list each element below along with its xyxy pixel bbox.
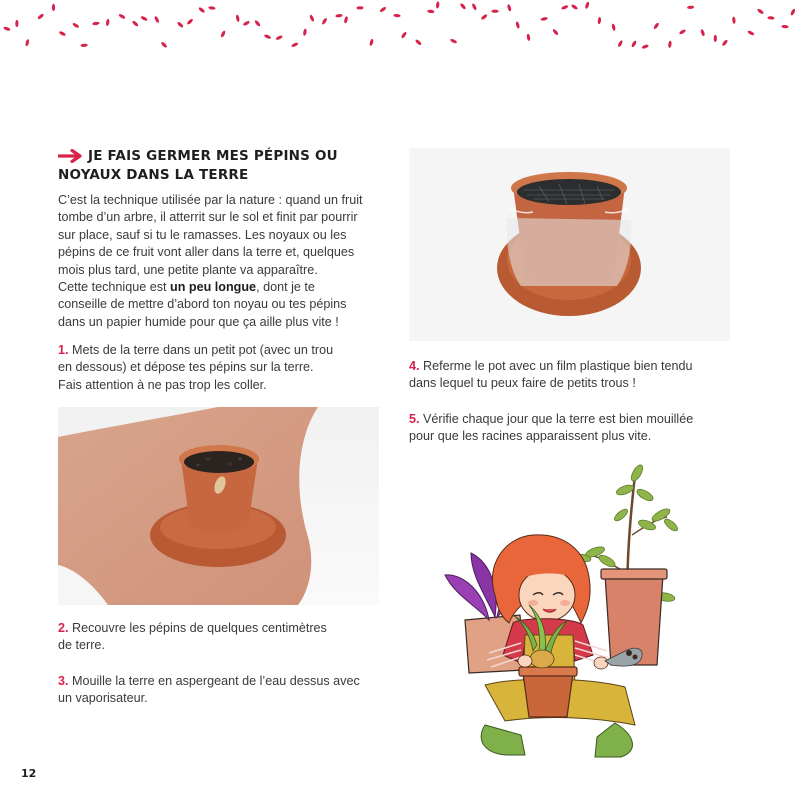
confetti-dot	[106, 19, 110, 27]
confetti-dot	[641, 44, 649, 50]
confetti-dot	[700, 29, 705, 37]
confetti-dot	[552, 28, 559, 35]
step-line	[409, 411, 739, 428]
confetti-dot	[757, 8, 765, 15]
confetti-dot	[585, 1, 590, 9]
confetti-dot	[275, 35, 283, 41]
intro-line: tombe d’un arbre, il atterrit sur le sol et finit par pourrir	[58, 210, 358, 225]
confetti-dot	[291, 42, 299, 48]
confetti-dot	[58, 30, 66, 36]
confetti-border	[0, 0, 800, 60]
intro-line: dans un papier humide pour que ça aille plus vite !	[58, 314, 339, 329]
confetti-dot	[781, 25, 788, 29]
step-3	[58, 673, 388, 708]
step-line: de terre.	[58, 638, 105, 653]
confetti-dot	[611, 23, 616, 31]
intro-line: mois plus tard, une petite plante va apparaître.	[58, 262, 318, 277]
confetti-dot	[309, 14, 315, 22]
intro-line: C’est la technique utilisée par la nature : quand un fruit	[58, 193, 363, 207]
confetti-dot	[679, 29, 687, 35]
confetti-dot	[540, 17, 548, 22]
arrow-right-icon	[58, 149, 84, 163]
step-line: Fais attention à ne pas trop les coller.	[58, 377, 267, 392]
confetti-dot	[767, 16, 774, 20]
confetti-dot	[436, 1, 440, 9]
confetti-dot	[132, 20, 139, 27]
confetti-dot	[790, 8, 796, 16]
confetti-dot	[92, 21, 100, 25]
confetti-dot	[459, 3, 466, 11]
intro-line: pépins de ce fruit vont aller dans la terre et, quelques	[58, 245, 355, 260]
confetti-dot	[198, 6, 206, 13]
confetti-dot	[140, 15, 148, 21]
step-1	[58, 342, 378, 394]
confetti-dot	[118, 13, 126, 19]
confetti-dot	[344, 16, 349, 24]
confetti-dot	[379, 6, 387, 13]
confetti-dot	[714, 35, 717, 42]
gardening-girl-illustration	[425, 455, 695, 775]
confetti-dot	[3, 26, 11, 32]
step-text: Vérifie chaque jour que la terre est bien mouillée	[419, 412, 694, 426]
confetti-dot	[480, 14, 488, 21]
confetti-dot	[321, 17, 328, 25]
confetti-dot	[160, 41, 167, 48]
confetti-dot	[687, 5, 694, 9]
step-number: 2.	[58, 621, 69, 635]
confetti-dot	[653, 22, 660, 30]
confetti-dot	[80, 43, 87, 47]
confetti-dot	[721, 39, 728, 47]
confetti-dot	[507, 4, 512, 12]
confetti-dot	[561, 5, 569, 11]
photo-pot-with-seed	[58, 407, 379, 605]
confetti-dot	[597, 17, 601, 25]
confetti-dot	[208, 6, 216, 10]
step-line: pour que les racines apparaissent plus vite.	[409, 429, 652, 444]
page-number: 12	[21, 767, 37, 780]
step-line: un vaporisateur.	[58, 691, 148, 706]
step-line: dans lequel tu peux faire de petits trous !	[409, 376, 636, 391]
step-line	[58, 673, 388, 690]
confetti-dot	[220, 30, 226, 38]
step-5	[409, 411, 739, 446]
intro-line: conseille de mettre d’abord ton noyau ou tes pépins	[58, 297, 347, 312]
confetti-dot	[515, 21, 520, 29]
intro-line: sur place, sauf si tu le ramasses. Les noyaux ou les	[58, 227, 347, 242]
confetti-dot	[72, 22, 80, 29]
confetti-dot	[154, 16, 160, 24]
confetti-dot	[491, 10, 498, 13]
step-line	[58, 620, 378, 637]
step-2	[58, 620, 378, 655]
confetti-dot	[15, 20, 18, 27]
confetti-dot	[415, 39, 423, 46]
intro-text: Cette technique est	[58, 280, 171, 295]
section-heading	[58, 147, 388, 185]
confetti-dot	[427, 9, 435, 13]
step-number: 5.	[409, 412, 420, 426]
confetti-dot	[242, 20, 250, 26]
intro-line	[58, 279, 388, 296]
intro-emphasis: un peu longue	[170, 280, 257, 295]
step-line: en dessous) et dépose tes pépins sur la terre.	[58, 360, 314, 375]
step-text: Recouvre les pépins de quelques centimètres	[68, 621, 327, 635]
confetti-dot	[186, 18, 193, 25]
step-line	[58, 342, 378, 359]
confetti-dot	[356, 6, 363, 9]
step-number: 3.	[58, 674, 69, 688]
intro-paragraph	[58, 192, 388, 331]
confetti-dot	[526, 33, 530, 41]
confetti-dot	[303, 28, 307, 36]
confetti-dot	[335, 14, 343, 18]
confetti-dot	[747, 30, 755, 36]
step-line	[409, 358, 739, 375]
confetti-dot	[52, 4, 55, 11]
step-number: 4.	[409, 359, 420, 373]
confetti-dot	[37, 13, 45, 20]
confetti-dot	[668, 41, 672, 49]
step-text: Mets de la terre dans un petit pot (avec un trou	[68, 343, 334, 357]
confetti-dot	[177, 21, 184, 28]
step-number: 1.	[58, 343, 69, 357]
confetti-dot	[254, 20, 261, 27]
intro-text: , dont je te	[256, 280, 315, 295]
heading-text: JE FAIS GERMER MES PÉPINS OU NOYAUX DANS LA TERRE	[58, 148, 338, 183]
confetti-dot	[400, 31, 407, 39]
step-text: Mouille la terre en aspergeant de l’eau dessus avec	[68, 674, 360, 688]
photo-pot-with-film	[409, 148, 730, 341]
confetti-dot	[393, 14, 400, 18]
confetti-dot	[617, 40, 623, 48]
confetti-dot	[631, 40, 638, 48]
step-text: Referme le pot avec un film plastique bien tendu	[419, 359, 693, 373]
confetti-dot	[450, 38, 458, 44]
confetti-dot	[732, 16, 736, 23]
confetti-dot	[571, 4, 579, 11]
step-4	[409, 358, 739, 393]
confetti-dot	[369, 38, 374, 46]
confetti-dot	[235, 14, 240, 22]
confetti-dot	[25, 39, 30, 47]
confetti-dot	[471, 3, 477, 11]
confetti-dot	[264, 34, 272, 40]
